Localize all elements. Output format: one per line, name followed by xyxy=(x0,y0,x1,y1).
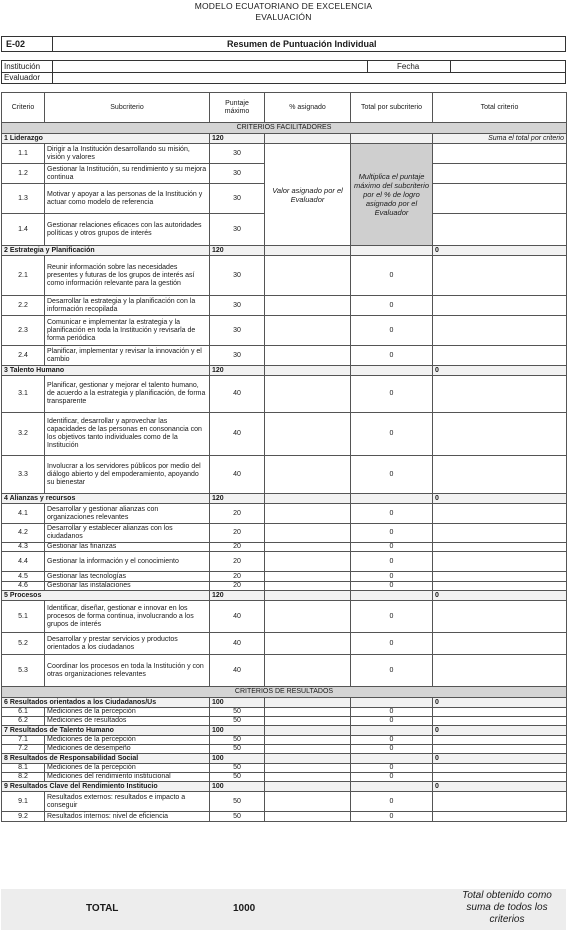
assigned-pct-input[interactable] xyxy=(265,792,351,812)
section-title: CRITERIOS FACILITADORES xyxy=(2,123,567,134)
subcriterion-id: 7.1 xyxy=(2,736,45,745)
subcriterion-row xyxy=(2,812,567,822)
criterion-total: 0 xyxy=(433,782,567,792)
assigned-pct-input[interactable] xyxy=(265,296,351,316)
subcriterion-max: 40 xyxy=(210,633,265,655)
criterion-pct xyxy=(265,726,351,736)
subcriterion-total: 0 xyxy=(351,543,433,552)
subcriterion-id: 7.2 xyxy=(2,745,45,754)
subcriterion-text: Mediciones de la percepción xyxy=(45,764,210,773)
criterion-max: 120 xyxy=(210,246,265,256)
subcriterion-text: Motivar y apoyar a las personas de la Institución y actuar como modelo de referencia xyxy=(45,184,210,214)
criterion-row xyxy=(2,698,567,708)
section-title: CRITERIOS DE RESULTADOS xyxy=(2,687,567,698)
subcriterion-text: Desarrollar y gestionar alianzas con organizaciones relevantes xyxy=(45,504,210,524)
sum-note: Suma el total por criterio xyxy=(433,134,567,144)
subcriterion-row xyxy=(2,572,567,582)
criterion-total: 0 xyxy=(433,366,567,376)
subcriterion-max: 30 xyxy=(210,296,265,316)
criterion-row xyxy=(2,591,567,601)
subcriterion-max: 50 xyxy=(210,773,265,782)
total-note: Total obtenido como suma de todos los criterios xyxy=(462,890,552,925)
total-value: 1000 xyxy=(233,903,256,914)
subcriterion-total: 0 xyxy=(351,316,433,346)
criterion-subtotal xyxy=(351,754,433,764)
subcriterion-id: 1.1 xyxy=(2,144,45,164)
subcriterion-id: 2.4 xyxy=(2,346,45,366)
subcriterion-total: 0 xyxy=(351,413,433,456)
criterion-total-cell xyxy=(433,184,567,214)
assigned-pct-input[interactable] xyxy=(265,256,351,296)
assigned-pct-input[interactable] xyxy=(265,346,351,366)
criterion-total: 0 xyxy=(433,698,567,708)
subcriterion-row xyxy=(2,524,567,543)
subcriterion-id: 4.1 xyxy=(2,504,45,524)
assigned-pct-input[interactable] xyxy=(265,812,351,822)
subcriterion-max: 40 xyxy=(210,413,265,456)
subcriterion-id: 1.2 xyxy=(2,164,45,184)
criterion-name: 6 Resultados orientados a los Ciudadanos/Us xyxy=(2,698,210,708)
criterion-total-cell xyxy=(433,256,567,296)
subcriterion-max: 30 xyxy=(210,256,265,296)
subcriterion-text: Planificar, gestionar y mejorar el talento humano, de acuerdo a la estrategia y planificación, de forma transparente xyxy=(45,376,210,413)
subcriterion-text: Gestionar las finanzas xyxy=(45,543,210,552)
criterion-total-cell xyxy=(433,812,567,822)
criterion-pct xyxy=(265,246,351,256)
form-name: Resumen de Puntuación Individual xyxy=(227,39,377,49)
criterion-row xyxy=(2,726,567,736)
criterion-total: 0 xyxy=(433,246,567,256)
assigned-pct-input[interactable] xyxy=(265,504,351,524)
criterion-row xyxy=(2,782,567,792)
assigned-pct-input[interactable] xyxy=(265,601,351,633)
criterion-total-cell xyxy=(433,764,567,773)
subcriterion-max: 50 xyxy=(210,792,265,812)
evaluator-label: Evaluador xyxy=(4,73,41,82)
criterion-max: 120 xyxy=(210,494,265,504)
subcriterion-id: 2.2 xyxy=(2,296,45,316)
subcriterion-max: 20 xyxy=(210,524,265,543)
subcriterion-text: Reunir información sobre las necesidades presentes y futuras de los grupos de interés así como información relevante para la gestión xyxy=(45,256,210,296)
criterion-pct xyxy=(265,366,351,376)
subcriterion-text: Desarrollar la estrategia y la planificación con la información recopilada xyxy=(45,296,210,316)
subcriterion-id: 4.2 xyxy=(2,524,45,543)
criterion-total-cell xyxy=(433,745,567,754)
subcriterion-id: 8.1 xyxy=(2,764,45,773)
criterion-name: 2 Estrategia y Planificación xyxy=(2,246,210,256)
subcriterion-max: 30 xyxy=(210,184,265,214)
subcriterion-text: Desarrollar y prestar servicios y productos orientados a los ciudadanos xyxy=(45,633,210,655)
subcriterion-text: Gestionar relaciones eficaces con las autoridades políticas y otros grupos de interés xyxy=(45,214,210,246)
score-table xyxy=(1,92,567,822)
subcriterion-row xyxy=(2,256,567,296)
subcriterion-row xyxy=(2,296,567,316)
criterion-total-cell xyxy=(433,773,567,782)
subcriterion-total: 0 xyxy=(351,745,433,754)
subcriterion-text: Mediciones de desempeño xyxy=(45,745,210,754)
subcriterion-row xyxy=(2,346,567,366)
subcriterion-total: 0 xyxy=(351,655,433,687)
criterion-name: 7 Resultados de Talento Humano xyxy=(2,726,210,736)
criterion-total-cell xyxy=(433,376,567,413)
assigned-pct-input[interactable] xyxy=(265,736,351,745)
document-subtitle: EVALUACIÓN xyxy=(255,12,312,22)
subcriterion-row xyxy=(2,144,567,164)
criterion-row xyxy=(2,494,567,504)
subcriterion-total: 0 xyxy=(351,456,433,494)
subcriterion-text: Resultados internos: nivel de eficiencia xyxy=(45,812,210,822)
subcriterion-total: 0 xyxy=(351,773,433,782)
criterion-pct xyxy=(265,698,351,708)
subcriterion-total: 0 xyxy=(351,552,433,572)
subcriterion-text: Dirigir a la Institución desarrollando su misión, visión y valores xyxy=(45,144,210,164)
subcriterion-id: 3.1 xyxy=(2,376,45,413)
subcriterion-max: 20 xyxy=(210,572,265,582)
criterion-total-cell xyxy=(433,708,567,717)
subcriterion-text: Mediciones de la percepción xyxy=(45,736,210,745)
subcriterion-total: 0 xyxy=(351,812,433,822)
criterion-pct xyxy=(265,591,351,601)
subcriterion-max: 20 xyxy=(210,504,265,524)
subcriterion-max: 50 xyxy=(210,745,265,754)
subcriterion-id: 6.1 xyxy=(2,708,45,717)
subcriterion-total: 0 xyxy=(351,296,433,316)
subcriterion-max: 30 xyxy=(210,346,265,366)
criterion-total-cell xyxy=(433,413,567,456)
subcriterion-total: 0 xyxy=(351,633,433,655)
subcriterion-row xyxy=(2,316,567,346)
subcriterion-text: Mediciones de la percepción xyxy=(45,708,210,717)
criterion-subtotal xyxy=(351,494,433,504)
criterion-total-cell xyxy=(433,346,567,366)
criterion-pct xyxy=(265,782,351,792)
criterion-name: 8 Resultados de Responsabilidad Social xyxy=(2,754,210,764)
subcriterion-row xyxy=(2,745,567,754)
criterion-subtotal xyxy=(351,591,433,601)
subcriterion-text: Desarrollar y establecer alianzas con los ciudadanos xyxy=(45,524,210,543)
assigned-pct-input[interactable] xyxy=(265,316,351,346)
criterion-subtotal xyxy=(351,698,433,708)
criterion-max: 120 xyxy=(210,366,265,376)
subcriterion-text: Involucrar a los servidores públicos por medio del diálogo abierto y del empoderamiento, apoyando su bienestar xyxy=(45,456,210,494)
criterion-total-cell xyxy=(433,524,567,543)
subcriterion-max: 30 xyxy=(210,164,265,184)
subcriterion-row xyxy=(2,543,567,552)
subcriterion-id: 4.3 xyxy=(2,543,45,552)
criterion-total-cell xyxy=(433,214,567,246)
subcriterion-max: 50 xyxy=(210,764,265,773)
subcriterion-row xyxy=(2,601,567,633)
total-footer xyxy=(1,889,566,930)
subcriterion-id: 9.2 xyxy=(2,812,45,822)
assigned-pct-input[interactable] xyxy=(265,376,351,413)
subcriterion-id: 4.5 xyxy=(2,572,45,582)
criterion-total-cell xyxy=(433,504,567,524)
criterion-subtotal xyxy=(351,726,433,736)
date-field[interactable] xyxy=(451,61,565,72)
criterion-row xyxy=(2,366,567,376)
subcriterion-row xyxy=(2,773,567,782)
criterion-total-cell xyxy=(433,296,567,316)
subcriterion-row xyxy=(2,655,567,687)
criterion-pct xyxy=(265,754,351,764)
assigned-pct-input[interactable] xyxy=(265,572,351,582)
criterion-max: 100 xyxy=(210,698,265,708)
criterion-total-cell xyxy=(433,543,567,552)
criterion-total-cell xyxy=(433,582,567,591)
subcriterion-text: Gestionar la información y el conocimiento xyxy=(45,552,210,572)
col-criterio: Criterio xyxy=(2,93,45,123)
subcriterion-id: 1.4 xyxy=(2,214,45,246)
criterion-max: 100 xyxy=(210,726,265,736)
col-subcriterio: Subcriterio xyxy=(45,93,210,123)
subcriterion-text: Comunicar e implementar la estrategia y la planificación en toda la Institución y revisarla de forma periódica xyxy=(45,316,210,346)
criterion-total-cell xyxy=(433,633,567,655)
subcriterion-total: 0 xyxy=(351,582,433,591)
subcriterion-total: 0 xyxy=(351,792,433,812)
subcriterion-id: 8.2 xyxy=(2,773,45,782)
subcriterion-max: 30 xyxy=(210,144,265,164)
subcriterion-max: 40 xyxy=(210,376,265,413)
criterion-pct xyxy=(265,494,351,504)
criterion-total: 0 xyxy=(433,754,567,764)
criterion-total-cell xyxy=(433,736,567,745)
criterion-total-cell xyxy=(433,572,567,582)
subcriterion-max: 50 xyxy=(210,812,265,822)
subcriterion-id: 9.1 xyxy=(2,792,45,812)
subcriterion-total: 0 xyxy=(351,256,433,296)
assigned-pct-input[interactable] xyxy=(265,543,351,552)
subcriterion-total: 0 xyxy=(351,717,433,726)
criterion-max: 120 xyxy=(210,134,265,144)
assigned-pct-input[interactable] xyxy=(265,773,351,782)
institution-label: Institución xyxy=(4,62,41,71)
subcriterion-total: 0 xyxy=(351,376,433,413)
section-header xyxy=(2,123,567,134)
criterion-total-cell xyxy=(433,316,567,346)
subcriterion-max: 40 xyxy=(210,655,265,687)
document-title: MODELO ECUATORIANO DE EXCELENCIA xyxy=(194,1,373,11)
col-total-crit: Total criterio xyxy=(433,93,567,123)
subcriterion-id: 2.3 xyxy=(2,316,45,346)
criterion-subtotal xyxy=(351,134,433,144)
criterion-total: 0 xyxy=(433,726,567,736)
subcriterion-row xyxy=(2,376,567,413)
criterion-total: 0 xyxy=(433,591,567,601)
criterion-row xyxy=(2,134,567,144)
subcriterion-text: Coordinar los procesos en toda la Institución y con otras organizaciones relevantes xyxy=(45,655,210,687)
subcriterion-row xyxy=(2,456,567,494)
subcriterion-text: Resultados externos: resultados e impacto a conseguir xyxy=(45,792,210,812)
criterion-total-cell xyxy=(433,792,567,812)
criterion-total: 0 xyxy=(433,494,567,504)
criterion-total-cell xyxy=(433,552,567,572)
criterion-total-cell xyxy=(433,144,567,164)
section-header xyxy=(2,687,567,698)
subcriterion-total: 0 xyxy=(351,708,433,717)
total-label: TOTAL xyxy=(86,903,119,914)
criterion-total-cell xyxy=(433,456,567,494)
assigned-pct-input[interactable] xyxy=(265,582,351,591)
form-code: E-02 xyxy=(6,39,26,49)
subcriterion-row xyxy=(2,764,567,773)
subcriterion-row xyxy=(2,708,567,717)
criterion-total-cell xyxy=(433,655,567,687)
subcriterion-row xyxy=(2,582,567,591)
subcriterion-total: 0 xyxy=(351,504,433,524)
subcriterion-text: Planificar, implementar y revisar la innovación y el cambio xyxy=(45,346,210,366)
subcriterion-row xyxy=(2,552,567,572)
subcriterion-id: 4.4 xyxy=(2,552,45,572)
criterion-total-cell xyxy=(433,601,567,633)
subcriterion-text: Gestionar las tecnologías xyxy=(45,572,210,582)
criterion-max: 100 xyxy=(210,782,265,792)
criterion-subtotal xyxy=(351,782,433,792)
subcriterion-row xyxy=(2,792,567,812)
subcriterion-text: Identificar, desarrollar y aprovechar las capacidades de las personas en consonancia con los objetivos tanto individuales como de la Institución xyxy=(45,413,210,456)
subcriterion-text: Gestionar la Institución, su rendimiento y su mejora continua xyxy=(45,164,210,184)
criterion-pct xyxy=(265,134,351,144)
subcriterion-max: 50 xyxy=(210,708,265,717)
subcriterion-max: 20 xyxy=(210,543,265,552)
subcriterion-total: 0 xyxy=(351,601,433,633)
criterion-name: 4 Alianzas y recursos xyxy=(2,494,210,504)
criterion-max: 100 xyxy=(210,754,265,764)
criterion-name: 5 Procesos xyxy=(2,591,210,601)
assigned-pct-input[interactable] xyxy=(265,717,351,726)
subcriterion-text: Mediciones de resultados xyxy=(45,717,210,726)
date-label: Fecha xyxy=(397,62,420,71)
subcriterion-max: 30 xyxy=(210,316,265,346)
assigned-pct-input[interactable] xyxy=(265,552,351,572)
assigned-pct-input[interactable] xyxy=(265,655,351,687)
col-asignado: % asignado xyxy=(265,93,351,123)
col-puntaje: Puntaje máximo xyxy=(210,93,265,123)
assigned-pct-input[interactable] xyxy=(265,413,351,456)
subcriterion-max: 20 xyxy=(210,582,265,591)
subcriterion-row xyxy=(2,717,567,726)
subcriterion-max: 50 xyxy=(210,736,265,745)
subcriterion-max: 30 xyxy=(210,214,265,246)
subcriterion-row xyxy=(2,736,567,745)
criterion-total-cell xyxy=(433,164,567,184)
subcriterion-text: Gestionar las instalaciones xyxy=(45,582,210,591)
assigned-pct-input[interactable] xyxy=(265,708,351,717)
criterion-total-cell xyxy=(433,717,567,726)
subcriterion-row xyxy=(2,633,567,655)
criterion-name: 3 Talento Humano xyxy=(2,366,210,376)
criterion-max: 120 xyxy=(210,591,265,601)
subcriterion-id: 5.1 xyxy=(2,601,45,633)
subcriterion-id: 4.6 xyxy=(2,582,45,591)
subcriterion-id: 1.3 xyxy=(2,184,45,214)
subcriterion-total: 0 xyxy=(351,764,433,773)
assigned-note: Valor asignado por el Evaluador xyxy=(265,144,351,246)
subcriterion-max: 50 xyxy=(210,717,265,726)
subcriterion-total: 0 xyxy=(351,524,433,543)
subcriterion-id: 3.2 xyxy=(2,413,45,456)
subcriterion-row xyxy=(2,413,567,456)
subcriterion-total: 0 xyxy=(351,346,433,366)
institution-field[interactable] xyxy=(53,61,366,72)
subcriterion-id: 5.3 xyxy=(2,655,45,687)
subcriterion-id: 3.3 xyxy=(2,456,45,494)
form-title-bar xyxy=(1,36,566,52)
assigned-pct-input[interactable] xyxy=(265,633,351,655)
subcriterion-id: 6.2 xyxy=(2,717,45,726)
criterion-row xyxy=(2,754,567,764)
criterion-row xyxy=(2,246,567,256)
subcriterion-max: 20 xyxy=(210,552,265,572)
assigned-pct-input[interactable] xyxy=(265,764,351,773)
subcriterion-row xyxy=(2,504,567,524)
subcriterion-text: Mediciones del rendimiento institucional xyxy=(45,773,210,782)
criterion-name: 9 Resultados Clave del Rendimiento Institucio xyxy=(2,782,210,792)
criterion-subtotal xyxy=(351,246,433,256)
subcriterion-id: 5.2 xyxy=(2,633,45,655)
subcriterion-max: 40 xyxy=(210,456,265,494)
subcriterion-total: 0 xyxy=(351,572,433,582)
col-total-sub: Total por subcriterio xyxy=(351,93,433,123)
multiply-note: Multiplica el puntaje máximo del subcriterio por el % de logro asignado por el Evaluador xyxy=(351,144,433,246)
assigned-pct-input[interactable] xyxy=(265,524,351,543)
evaluator-field[interactable] xyxy=(53,73,565,83)
subcriterion-total: 0 xyxy=(351,736,433,745)
subcriterion-max: 40 xyxy=(210,601,265,633)
subcriterion-text: Identificar, diseñar, gestionar e innovar en los procesos de forma continua, involucrando a los grupos de interés xyxy=(45,601,210,633)
assigned-pct-input[interactable] xyxy=(265,745,351,754)
assigned-pct-input[interactable] xyxy=(265,456,351,494)
criterion-name: 1 Liderazgo xyxy=(2,134,210,144)
criterion-subtotal xyxy=(351,366,433,376)
info-block xyxy=(1,60,566,84)
subcriterion-id: 2.1 xyxy=(2,256,45,296)
